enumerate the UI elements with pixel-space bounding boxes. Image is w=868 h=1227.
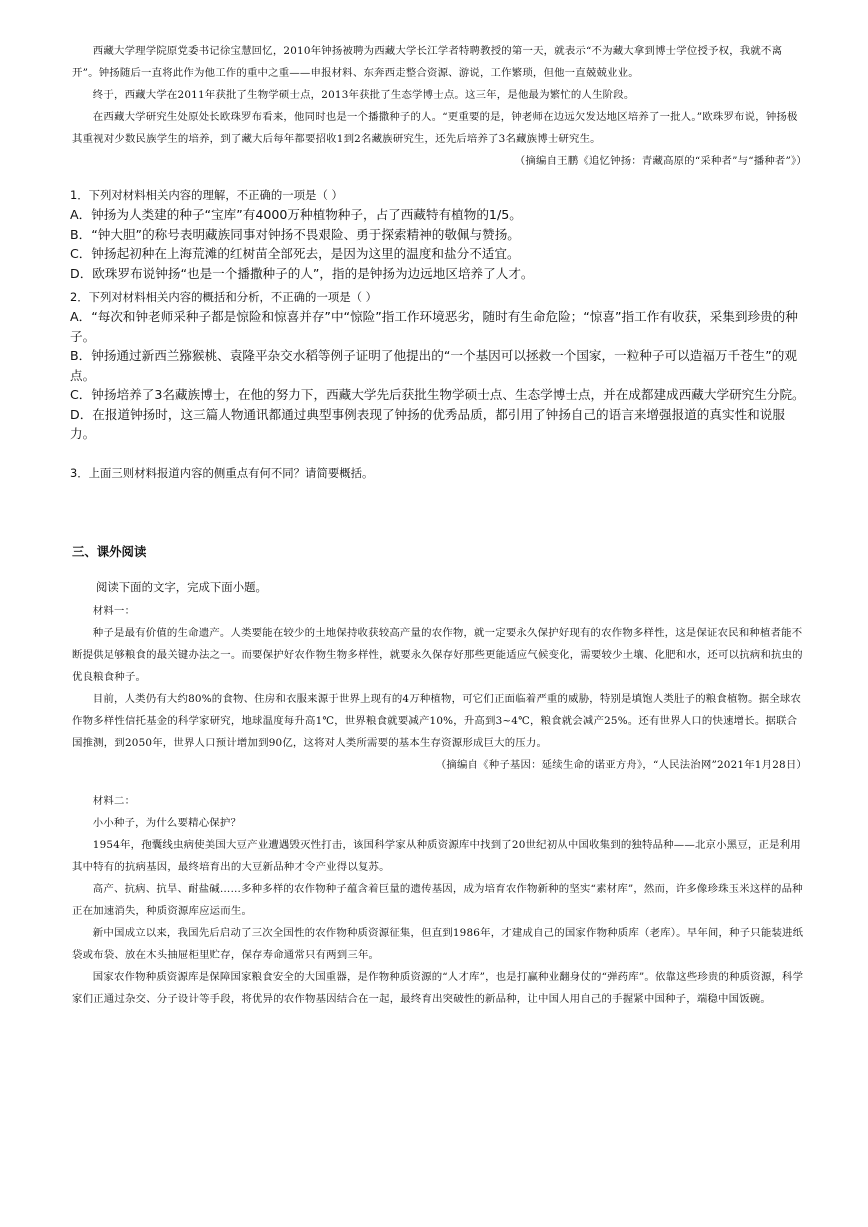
option-d: D．在报道钟扬时，这三篇人物通讯都通过典型事例表现了钟扬的优秀品质，都引用了钟扬自己的语言来增强报道的真实性和说服力。 [70,406,785,441]
question-stem: 3．上面三则材料报道内容的侧重点有何不同？请简要概括。 [70,466,374,480]
material-paragraph: 小小种子，为什么要精心保护？ [92,817,242,829]
material-1 [72,600,807,776]
section-title: 三、课外阅读 [72,544,147,559]
option-d: D．欧珠罗布说钟扬“也是一个播撒种子的人”，指的是钟扬为边远地区培养了人才。 [70,265,534,281]
material-paragraph: 国家农作物种质资源库是保障国家粮食安全的大国重器，是作物种质资源的“人才库”，也是打赢种业翻身仗的“弹药库”。依靠这些珍贵的种质资源，科学家们正通过杂交、分子设计等手段，将优异的农作物基因结合在一起，最终育出突破性的新品种，让中国人用自己的手握紧中国种子，端稳中国饭碗。 [72,971,804,1005]
passage-source: （摘编自王鹏《追忆钟扬：青藏高原的“采种者”与“播种者”》） [514,155,807,167]
question-stem: 2．下列对材料相关内容的概括和分析，不正确的一项是（ ） [70,290,378,304]
option-b: B．钟扬通过新西兰猕猴桃、袁隆平杂交水稻等例子证明了他提出的“一个基因可以拯救一个国家，一粒种子可以造福万千苍生”的观点。 [70,348,797,383]
option-a: A．钟扬为人类建的种子“宝库”有4000万种植物种子，占了西藏特有植物的1/5。 [70,207,522,222]
option-b: B．“钟大胆”的称号表明藏族同事对钟扬不畏艰险、勇于探索精神的敬佩与赞扬。 [70,226,520,242]
material-label: 材料一： [92,605,136,617]
option-a: A．“每次和钟老师采种子都是惊险和惊喜并存”中“惊险”指工作环境恶劣，随时有生命危险；“惊喜”指工作有收获，采集到珍贵的种子。 [70,309,798,344]
material-source: （摘编自《种子基因：延续生命的诺亚方舟》，“人民法治网”2021年1月28日） [435,759,807,771]
material-paragraph: 目前，人类仍有大约80%的食物、住房和衣服来源于世界上现有的4万种植物，可它们正面临着严重的威胁，特别是填饱人类肚子的粮食植物。据全球农作物多样性信托基金的科学家研究，地球温度每升高1℃，世界粮食就要减产10%，升高到3~4℃，粮食就会减产25%。还有世界人口的快速增长。据联合国推测，到2050年，世界人口预计增加到90亿，这将对人类所需要的基本生存资源形成巨大的压力。 [72,693,802,749]
question-3 [70,464,810,483]
material-paragraph: 1954年，孢囊线虫病使美国大豆产业遭遇毁灭性打击，该国科学家从种质资源库中找到了20世纪初从中国收集到的独特品种——北京小黑豆，正是利用其中特有的抗病基因，最终培育出的大豆新品种才令产业得以复苏。 [72,839,801,873]
question-stem: 1．下列对材料相关内容的理解，不正确的一项是（ ） [70,188,343,202]
option-c: C．钟扬培养了3名藏族博士，在他的努力下，西藏大学先后获批生物学硕士点、生态学博士点，并在成都建成西藏大学研究生分院。 [70,387,805,402]
question-1 [70,186,810,283]
material-label: 材料二： [92,795,136,807]
material-paragraph: 种子是最有价值的生命遗产。人类要能在较少的土地保持收获较高产量的农作物，就一定要永久保护好现有的农作物多样性，这是保证农民和种植者能不断提供足够粮食的最关键办法之一。而要保护好农作物生物多样性，就要永久保存好那些更能适应气候变化，需要较少土壤、化肥和水，还可以抗病和抗虫的优良粮食种子。 [72,627,803,683]
material-paragraph: 高产、抗病、抗旱、耐盐碱……多种多样的农作物种子蕴含着巨量的遗传基因，成为培育农作物新种的坚实“素材库”，然而，许多像珍珠玉米这样的品种正在加速消失，种质资源库应运而生。 [72,883,803,917]
passage-paragraph: 在西藏大学研究生处原处长欧珠罗布看来，他同时也是一个播撒种子的人。“更重要的是，钟老师在边远欠发达地区培养了一批人。”欧珠罗布说，钟扬极其重视对少数民族学生的培养，到了藏大后每年都要招收1到2名藏族研究生，还先后培养了3名藏族博士研究生。 [72,111,798,145]
question-2 [70,288,810,444]
section-instruction: 阅读下面的文字，完成下面小题。 [96,580,267,594]
material-2 [72,790,807,1010]
passage-paragraph: 西藏大学理学院原党委书记徐宝慧回忆，2010年钟扬被聘为西藏大学长江学者特聘教授的第一天，就表示“不为藏大拿到博士学位授予权，我就不离开”。钟扬随后一直将此作为他工作的重中之重——申报材料、东奔西走整合资源、游说，工作繁琐，但他一直兢兢业业。 [72,45,783,79]
top-passage [72,40,807,172]
material-paragraph: 新中国成立以来，我国先后启动了三次全国性的农作物种质资源征集，但直到1986年，才建成自己的国家作物种质库（老库）。早年间，种子只能装进纸袋或布袋、放在木头抽屉柜里贮存，保存寿命通常只有两到三年。 [72,927,804,961]
option-c: C．钟扬起初种在上海荒滩的红树苗全部死去，是因为这里的温度和盐分不适宜。 [70,246,520,261]
passage-paragraph: 终于，西藏大学在2011年获批了生物学硕士点，2013年获批了生态学博士点。这三年，是他最为繁忙的人生阶段。 [92,89,635,101]
